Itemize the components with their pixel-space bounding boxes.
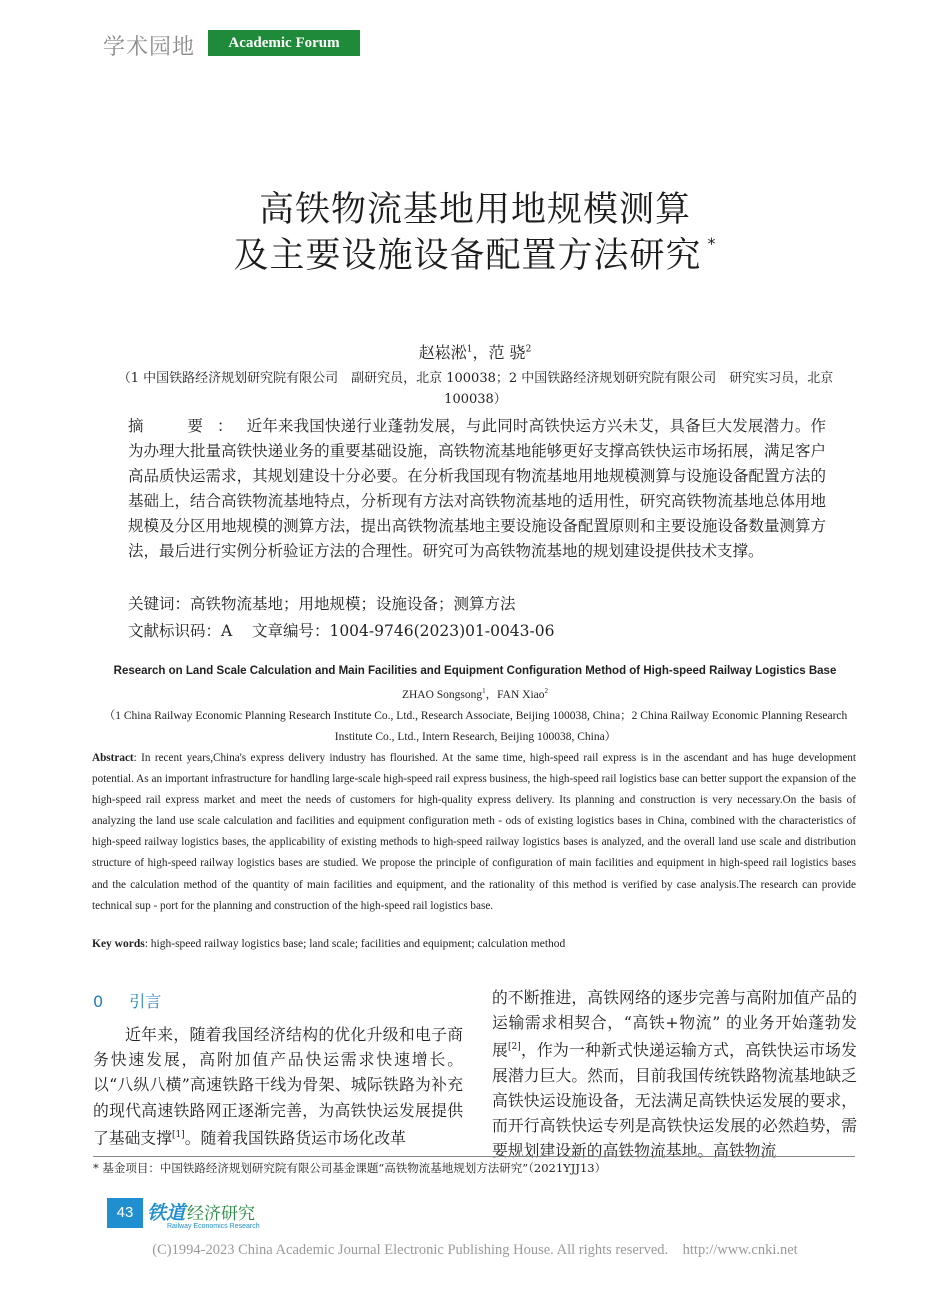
abstract-en (92, 748, 856, 917)
affiliation-en: （1 China Railway Economic Planning Research Institute Co., Ltd., Research Associate, Beijing 100038, China；2 China Railway Economic Planning Research Institute Co., Ltd., Intern Research, Beijing 100038, China） (103, 710, 848, 743)
author-1: 赵崧淞 (418, 343, 467, 362)
body-column-left (93, 1022, 463, 1150)
authors-en (60, 686, 890, 702)
section-label-cn: 学术园地 (103, 35, 196, 60)
article-number-label: 文章编号： (251, 622, 330, 640)
abstract-cn (128, 414, 826, 564)
page-number: 43 (107, 1198, 143, 1228)
keywords-en-text: : high-speed railway logistics base; land scale; facilities and equipment; calculation method (144, 938, 566, 950)
author-2: 范 骁 (488, 343, 526, 362)
footnote: * 基金项目：中国铁路经济规划研究院有限公司基金课题“高铁物流基地规划方法研究”（2021YJJ13） (93, 1161, 607, 1175)
author-1-affil: 1 (466, 344, 473, 355)
paper-title-en: Research on Land Scale Calculation and Main Facilities and Equipment Configuration Method of High-speed Railway Logistics Base (113, 665, 837, 677)
author-1-en-affil: 1 (482, 687, 486, 696)
abstract-en-text: : In recent years,China's express delivery industry has flourished. At the same time, high-speed rail express is in the ascendant and has huge development potential. As an important infrastructure for handling large-scale high-speed rail express business, the high-speed rail logistics base can better support the expansion of the high-speed rail express market and meet the needs of customers for high-quality express delivery. Its planning and construction is very necessary.On the basis of analyzing the land use scale calculation and facilities and equipment configuration meth - ods of existing logistics bases in China, combined with the characteristics of high-speed railway logistics bases, the applicability of existing methods to high-speed railway logistics bases is analyzed, and the overall land use scale and distribution structure of high-speed railway logistics bases are studied. We propose the principle of configuration of main facilities and equipment in high-speed rail logistics bases and the calculation method of the quantity of main facilities and equipment, and the rationality of this method is verified by case analysis.The research can provide technical sup - port for the planning and construction of the high-speed rail logistics base. (92, 752, 856, 912)
abstract-cn-label: 摘 要： (128, 417, 247, 435)
body-right-text-2: ，作为一种新式快递运输方式，高铁快运市场发展潜力巨大。然而，目前我国传统铁路物流基地缺乏高铁快运设施设备，无法满足高铁快运发展的要求，而开行高铁快运专列是高铁快运发展的必然趋势，需要规划建设新的高铁物流基地。高铁物流 (492, 1040, 857, 1161)
article-number-value: 1004-9746(2023)01-0043-06 (329, 622, 555, 640)
body-column-right (492, 985, 857, 1164)
abstract-cn-text: 近年来我国快递行业蓬勃发展，与此同时高铁快运方兴未艾，具备巨大发展潜力。作为办理大批量高铁快递业务的重要基础设施，高铁物流基地能够更好支撑高铁快运市场拓展，满足客户高品质快运需求，其规划建设十分必要。在分析我国现有物流基地用地规模测算与设施设备配置方法的基础上，结合高铁物流基地特点，分析现有方法对高铁物流基地的适用性，研究高铁物流基地总体用地规模及分区用地规模的测算方法，提出高铁物流基地主要设施设备配置原则和主要设施设备数量测算方法，最后进行实例分析验证方法的合理性。研究可为高铁物流基地的规划建设提供技术支撑。 (128, 417, 826, 560)
identifiers-cn (128, 619, 826, 644)
abstract-en-label: Abstract (92, 752, 134, 764)
author-1-en: ZHAO Songsong (401, 689, 483, 701)
paper-title-line-2 (0, 228, 950, 278)
keywords-cn-label: 关键词： (128, 595, 191, 613)
citation-2[interactable]: [2] (508, 1042, 521, 1053)
journal-logo-en: Railway Economics Research (167, 1223, 260, 1230)
body-left-text-2: 。随着我国铁路货运市场化改革 (184, 1128, 406, 1148)
footnote-divider (93, 1156, 855, 1157)
keywords-en-label: Key words (92, 938, 145, 950)
paper-title-line-2-text: 及主要设施设备配置方法研究 (233, 236, 702, 276)
section-heading (93, 989, 161, 1012)
author-separator: ， (472, 343, 489, 362)
authors-cn (0, 340, 950, 363)
author-en-separator: ， (485, 689, 498, 701)
author-2-en: FAN Xiao (497, 689, 545, 701)
section-number: 0 (93, 992, 104, 1011)
affiliation-cn: （1 中国铁路经济规划研究院有限公司 副研究员，北京 100038；2 中国铁路经济规划研究院有限公司 研究实习员，北京 100038） (117, 371, 834, 407)
copyright-notice: (C)1994-2023 China Academic Journal Electronic Publishing House. All rights reserved. http://www.cnki.net (152, 1242, 798, 1258)
body-right-text-1: 的不断推进，高铁网络的逐步完善与高附加值产品的运输需求相契合，“高铁+物流” 的业务开始蓬勃发展 (492, 988, 857, 1060)
citation-1[interactable]: [1] (172, 1129, 185, 1140)
doc-code-label: 文献标识码： (128, 622, 222, 640)
fund-footnote-mark: * (707, 234, 717, 253)
journal-logo (147, 1198, 260, 1230)
keywords-en (92, 938, 856, 950)
body-left-text-1: 近年来，随着我国经济结构的优化升级和电子商务快速发展，高附加值产品快运需求快速增长。以“八纵八横”高速铁路干线为骨架、城际铁路为补充的现代高速铁路网正逐渐完善，为高铁快运发展提供了基础支撑 (93, 1025, 463, 1148)
journal-logo-cn-rest: 经济研究 (187, 1204, 256, 1224)
doc-code-value: A (221, 622, 233, 640)
section-title: 引言 (129, 992, 162, 1011)
paper-title-line-1: 高铁物流基地用地规模测算 (258, 190, 691, 230)
keywords-cn (128, 592, 826, 617)
author-2-en-affil: 2 (544, 687, 549, 696)
author-2-affil: 2 (525, 344, 532, 355)
section-label-en: Academic Forum (208, 30, 360, 56)
journal-logo-cn (147, 1198, 260, 1225)
keywords-cn-text: 高铁物流基地；用地规模；设施设备；测算方法 (190, 595, 516, 613)
journal-logo-cn-bold: 铁道 (147, 1202, 186, 1224)
